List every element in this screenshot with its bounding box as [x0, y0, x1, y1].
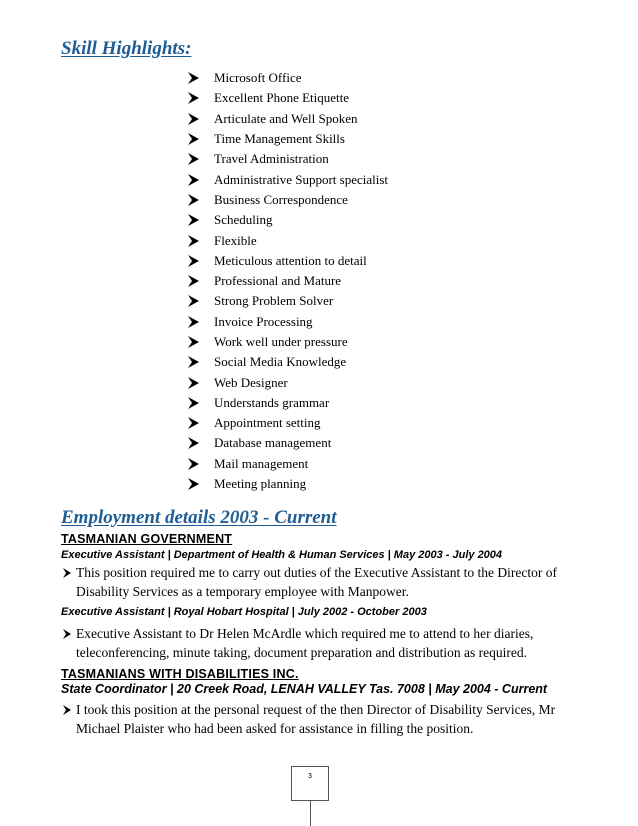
skill-label: Business Correspondence [214, 191, 348, 207]
skill-list-item [185, 454, 388, 474]
skill-label: Excellent Phone Etiquette [214, 90, 350, 106]
employer-tasmanian-government: TASMANIAN GOVERNMENT [61, 532, 233, 546]
skill-list-item [185, 169, 388, 189]
skill-label: Articulate and Well Spoken [214, 110, 358, 126]
skill-label: Professional and Mature [214, 273, 342, 289]
arrow-bullet-icon [185, 132, 201, 146]
job-title-royal-hobart: Executive Assistant | Royal Hobart Hospital | July 2002 - October 2003 [61, 606, 427, 618]
skill-list-item [185, 433, 388, 453]
skill-label: Scheduling [214, 212, 273, 228]
page-number-stem [310, 801, 311, 826]
skill-list-item [185, 129, 388, 149]
arrow-bullet-icon [61, 567, 73, 579]
arrow-bullet-icon [185, 457, 201, 471]
skill-list-item [185, 271, 388, 291]
job-description-dhhs [61, 564, 571, 601]
skill-label: Flexible [214, 232, 257, 248]
job-title-dhhs: Executive Assistant | Department of Health & Human Services | May 2003 - July 2004 [61, 549, 503, 561]
skill-label: Meeting planning [214, 476, 307, 492]
employment-heading: Employment details 2003 - Current [61, 507, 337, 528]
skill-list-item [185, 230, 388, 250]
arrow-bullet-icon [185, 71, 201, 85]
skill-list-item [185, 190, 388, 210]
skill-label: Time Management Skills [214, 131, 345, 147]
skill-list-item [185, 413, 388, 433]
job-description-text: Executive Assistant to Dr Helen McArdle which required me to attend to her diaries, teleconferencing, minute taking, document preparation and distribution as required. [76, 626, 534, 660]
arrow-bullet-icon [185, 173, 201, 187]
arrow-bullet-icon [61, 628, 73, 640]
skill-list-item [185, 149, 388, 169]
page-number [291, 766, 329, 801]
skill-label: Administrative Support specialist [214, 171, 389, 187]
skill-list-item [185, 352, 388, 372]
skill-highlights-heading: Skill Highlights: [61, 38, 192, 59]
skill-list-item [185, 210, 388, 230]
arrow-bullet-icon [185, 315, 201, 329]
arrow-bullet-icon [185, 254, 201, 268]
arrow-bullet-icon [185, 416, 201, 430]
arrow-bullet-icon [185, 274, 201, 288]
arrow-bullet-icon [185, 396, 201, 410]
skill-label: Meticulous attention to detail [214, 252, 367, 268]
skill-list-item [185, 312, 388, 332]
job-description-text: I took this position at the personal request of the then Director of Disability Services, Mr Michael Plaister who had been asked for assistance in filling the position. [76, 702, 556, 736]
arrow-bullet-icon [61, 704, 73, 716]
skill-label: Microsoft Office [214, 70, 302, 86]
job-description-state-coordinator [61, 701, 571, 738]
skill-label: Invoice Processing [214, 313, 313, 329]
arrow-bullet-icon [185, 477, 201, 491]
skill-list-item [185, 291, 388, 311]
arrow-bullet-icon [185, 234, 201, 248]
arrow-bullet-icon [185, 193, 201, 207]
skill-list-item [185, 474, 388, 494]
job-title-state-coordinator: State Coordinator | 20 Creek Road, LENAH VALLEY Tas. 7008 | May 2004 - Current [61, 682, 548, 696]
arrow-bullet-icon [185, 213, 201, 227]
skill-list-item [185, 88, 388, 108]
skill-list-item [185, 332, 388, 352]
skill-list-item [185, 372, 388, 392]
skill-label: Travel Administration [214, 151, 329, 167]
skill-label: Appointment setting [214, 415, 321, 431]
job-description-text: This position required me to carry out duties of the Executive Assistant to the Director of Disability Services as a temporary employee with Manpower. [76, 565, 558, 599]
arrow-bullet-icon [185, 91, 201, 105]
arrow-bullet-icon [185, 355, 201, 369]
skill-list-item [185, 251, 388, 271]
skill-list-item [185, 109, 388, 129]
arrow-bullet-icon [185, 376, 201, 390]
job-description-royal-hobart [61, 625, 571, 662]
skill-label: Understands grammar [214, 394, 330, 410]
arrow-bullet-icon [185, 294, 201, 308]
skill-label: Work well under pressure [214, 334, 348, 349]
skill-label: Web Designer [214, 374, 288, 390]
skill-list-item [185, 393, 388, 413]
skill-label: Social Media Knowledge [214, 354, 347, 370]
skill-label: Strong Problem Solver [214, 293, 334, 309]
skill-label: Database management [214, 435, 332, 451]
arrow-bullet-icon [185, 152, 201, 166]
arrow-bullet-icon [185, 112, 201, 126]
skill-label: Mail management [214, 455, 309, 471]
skill-list-item [185, 68, 388, 88]
skill-list [185, 68, 388, 494]
arrow-bullet-icon [185, 436, 201, 450]
employer-tasmanians-with-disabilities: TASMANIANS WITH DISABILITIES INC. [61, 667, 299, 681]
arrow-bullet-icon [185, 335, 201, 349]
page-number-text: 3 [308, 773, 312, 780]
